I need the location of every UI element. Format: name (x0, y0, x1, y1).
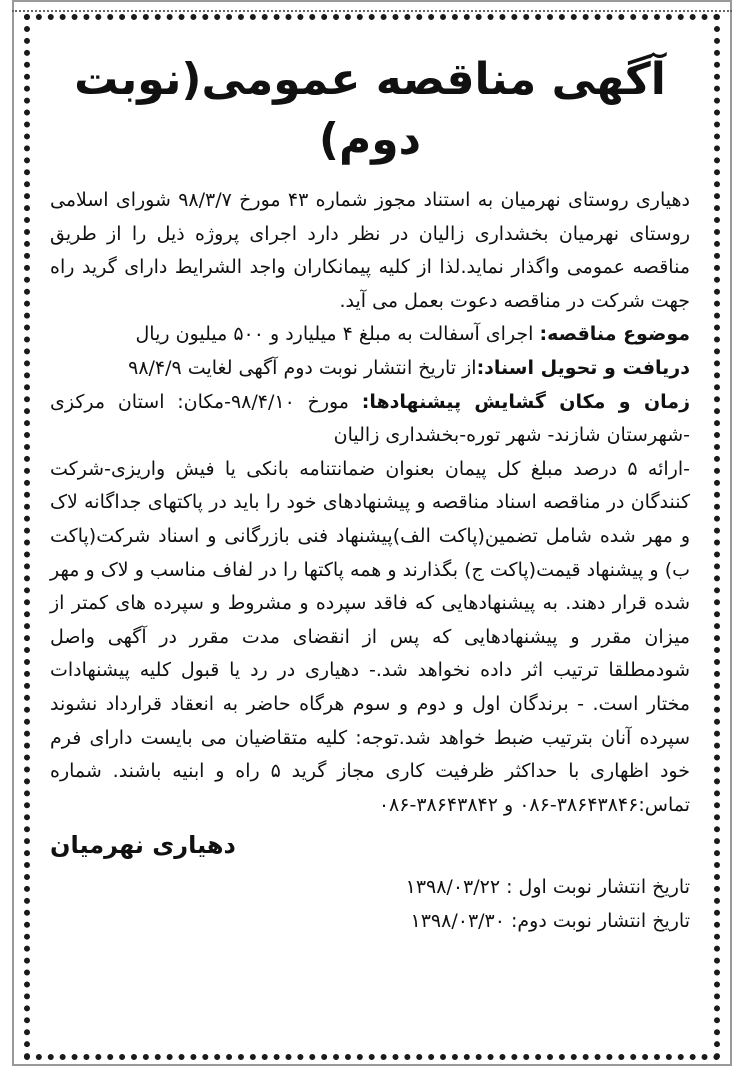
signature: دهیاری نهرمیان (50, 831, 236, 860)
subject-label: موضوع مناقصه: (539, 323, 690, 346)
subject-text: اجرای آسفالت به مبلغ ۴ میلیارد و ۵۰۰ میلیون ریال (135, 323, 540, 346)
publication-dates (50, 870, 690, 938)
opening-label: زمان و مکان گشایش پیشنهادها: (361, 390, 691, 413)
documents-text: از تاریخ انتشار نوبت دوم آگهی لغایت ۹۸/۴/۹ (128, 356, 477, 379)
opening-paragraph (50, 386, 690, 453)
documents-label: دریافت و تحویل اسناد: (476, 356, 690, 379)
subject-paragraph (50, 318, 690, 352)
notice-title: آگهی مناقصه عمومی(نوبت دوم) (74, 54, 666, 165)
intro-paragraph: دهیاری روستای نهرمیان به استناد مجوز شماره ۴۳ مورخ ۹۸/۳/۷ شورای اسلامی روستای نهرمیان بخشداری زالیان در نظر دارد اجرای پروژه ذیل را از طریق مناقصه عمومی واگذار نماید.لذا از کلیه پیمانکاران واجد الشرایط دارای گرید راه جهت شرکت در مناقصه دعوت بعمل می آید. (50, 189, 690, 312)
date-second-publication: تاریخ انتشار نوبت دوم: ۱۳۹۸/۰۳/۳۰ (410, 910, 690, 933)
notice-body (50, 28, 690, 938)
conditions-paragraph: -ارائه ۵ درصد مبلغ کل پیمان بعنوان ضمانتنامه بانکی یا فیش واریزی-شرکت کنندگان در مناقصه اسناد مناقصه و پیشنهادهای خود را باید در پاکتهای جداگانه لاک و مهر شده شامل تضمین(پاکت الف)پیشنهاد فنی بازرگانی و اسناد شرکت(پاکت ب) و پیشنهاد قیمت(پاکت ج) بگذارند و همه پاکتها را در لفاف مناسب و لاک و مهر شده قرار دهند. به پیشنهادهایی که فاقد سپرده و مشروط و سپرده های کمتر از میزان مقرر و پیشنهادهایی که پس از انقضای مدت مقرر در آگهی واصل شودمطلقا ترتیب اثر داده نخواهد شد.- دهیاری در رد یا قبول کلیه پیشنهادات مختار است. - برندگان اول و دوم و سوم هرگاه حاضر به انعقاد قرارداد نشوند سپرده آنان بترتیب ضبط خواهد شد.توجه: کلیه متقاضیان می بایست دارای فرم خود اظهاری با حداکثر ظرفیت کاری مجاز گرید ۵ راه و ابنیه باشند. شماره تماس:۳۸۶۴۳۸۴۶-۰۸۶ و ۳۸۶۴۳۸۴۲-۰۸۶ (50, 457, 690, 816)
documents-paragraph (50, 352, 690, 386)
top-border-strip (12, 0, 732, 12)
date-first-publication: تاریخ انتشار نوبت اول : ۱۳۹۸/۰۳/۲۲ (405, 876, 690, 899)
opening-text: مورخ ۹۸/۴/۱۰-مکان: استان مرکزی -شهرستان شازند- شهر توره-بخشداری زالیان (50, 390, 690, 447)
